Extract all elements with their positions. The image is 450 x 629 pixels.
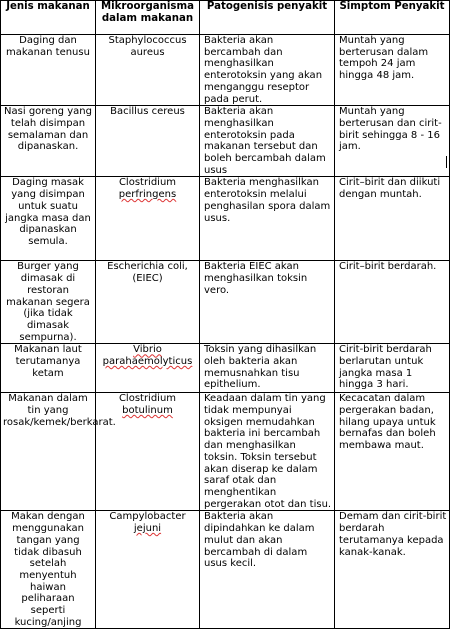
organism-cell	[96, 511, 200, 629]
food-cell: Burger yang dimasak di restoran makanan segera (jika tidak dimasak sempurna).	[1, 261, 96, 344]
pathogenesis-cell: Bakteria menghasilkan enterotoksin melalui penghasilan spora dalam usus.	[200, 177, 335, 261]
pathogenesis-cell: Bakteria EIEC akan menghasilkan toksin vero.	[200, 261, 335, 344]
header-symptom: Simptom Penyakit	[335, 1, 450, 35]
table-row	[1, 35, 450, 106]
symptom-cell: Cirit–birit berdarah.	[335, 261, 450, 344]
organism-name: Bacillus cereus	[110, 106, 185, 118]
table-row	[1, 344, 450, 393]
table-row	[1, 511, 450, 629]
organism-cell	[96, 35, 200, 106]
symptom-cell: Kecacatan dalam pergerakan badan, hilang upaya untuk bernafas dan boleh membawa maut.	[335, 393, 450, 511]
organism-species: jejuni	[133, 523, 162, 535]
symptom-cell: Muntah yang berterusan dalam tempoh 24 jam hingga 48 jam.	[335, 35, 450, 106]
organism-cell	[96, 393, 200, 511]
food-cell: Makanan dalam tin yang rosak/kemek/berkarat.	[1, 393, 96, 511]
pathogenesis-cell: Bakteria akan menghasilkan enterotoksin pada makanan tersebut dan boleh bercambah dalam usus	[200, 106, 335, 177]
table-row	[1, 393, 450, 511]
food-cell: Nasi goreng yang telah disimpan semalaman dan dipanaskan.	[1, 106, 96, 177]
pathogenesis-cell: Bakteria akan dipindahkan ke dalam mulut dan akan bercambah di dalam usus kecil.	[200, 511, 335, 629]
table-row	[1, 177, 450, 261]
organism-cell	[96, 177, 200, 261]
text-cursor	[446, 156, 447, 168]
header-microorganism: Mikroorganisma dalam makanan	[96, 1, 200, 35]
table-header-row	[1, 1, 450, 35]
symptom-cell: Muntah yang berterusan dan cirit-birit sehingga 8 - 16 jam.	[335, 106, 450, 177]
food-cell: Makan dengan menggunakan tangan yang tidak dibasuh setelah menyentuh haiwan peliharaan seperti kucing/anjing	[1, 511, 96, 629]
food-cell: Makanan laut terutamanya ketam	[1, 344, 96, 393]
header-pathogenesis: Patogenisis penyakit	[200, 1, 335, 35]
organism-name: Vibrio	[133, 344, 162, 356]
pathogenesis-cell: Toksin yang dihasilkan oleh bakteria akan memusnahkan tisu epithelium.	[200, 344, 335, 393]
organism-name: Clostridium	[118, 177, 177, 189]
food-cell: Daging masak yang disimpan untuk suatu jangka masa dan dipanaskan semula.	[1, 177, 96, 261]
organism-cell	[96, 106, 200, 177]
organism-name: Staphylococcus aureus	[108, 35, 187, 58]
organism-name: Campylobacter	[109, 511, 186, 523]
pathogenesis-cell: Bakteria akan bercambah dan menghasilkan enterotoksin yang akan menganggu reseptor pada perut.	[200, 35, 335, 106]
symptom-cell: Demam dan cirit-birit berdarah terutamanya kepada kanak-kanak.	[335, 511, 450, 629]
organism-cell: Escherichia coli, (EIEC)	[96, 261, 200, 344]
organism-species: parahaemolyticus	[102, 356, 193, 368]
food-cell: Daging dan makanan tenusu	[1, 35, 96, 106]
organism-species: botulinum	[122, 405, 173, 417]
pathogenesis-cell: Keadaan dalam tin yang tidak mempunyai oksigen memudahkan bakteria ini bercambah dan menghasilkan toksin. Toksin tersebut akan diserap ke dalam saraf otak dan menghentikan pergerakan otot dan tisu.	[200, 393, 335, 511]
organism-cell	[96, 344, 200, 393]
table-row	[1, 106, 450, 177]
symptom-cell: Cirit-birit berdarah berlarutan untuk jangka masa 1 hingga 3 hari.	[335, 344, 450, 393]
table-row	[1, 261, 450, 344]
symptom-cell: Cirit–birit dan diikuti dengan muntah.	[335, 177, 450, 261]
organism-name: Clostridium	[118, 393, 177, 405]
organism-species: perfringens	[118, 189, 177, 201]
header-food-type: Jenis makanan	[1, 1, 96, 35]
